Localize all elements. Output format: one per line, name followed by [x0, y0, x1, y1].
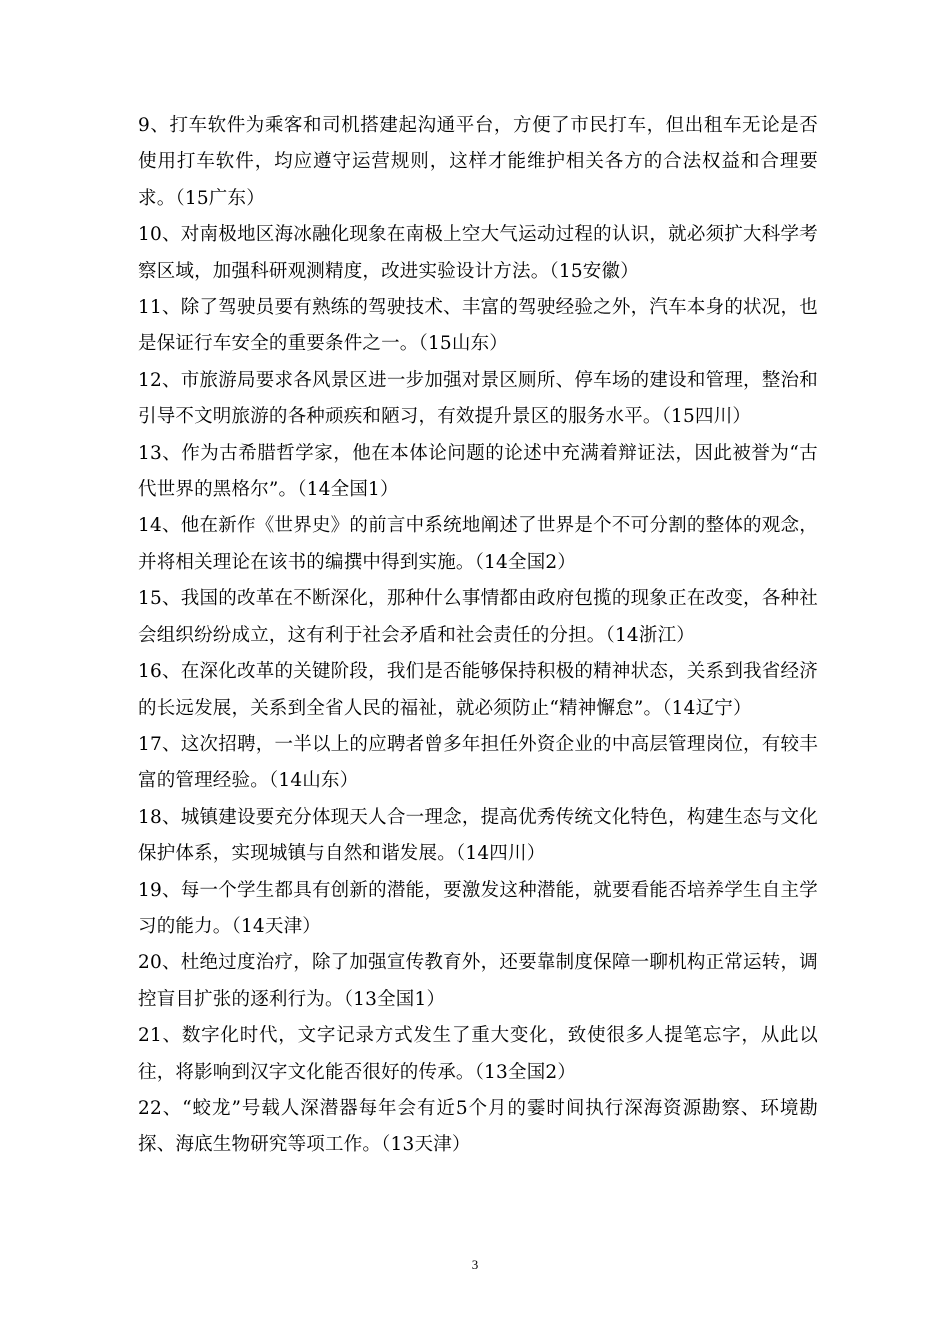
- sentence-item-21: 21、数字化时代，文字记录方式发生了重大变化，致使很多人提笔忘字，从此以往，将影响到汉字文化能否很好的传承。（13全国2）: [138, 1025, 818, 1083]
- sentence-item-13: 13、作为古希腊哲学家，他在本体论问题的论述中充满着辩证法，因此被誉为“古代世界的黑格尔”。（14全国1）: [138, 442, 818, 501]
- sentence-item-19: 19、每一个学生都具有创新的潜能，要激发这种潜能，就要看能否培养学生自主学习的能力。（14天津）: [138, 879, 818, 937]
- sentence-item-16: 16、在深化改革的关键阶段，我们是否能够保持积极的精神状态，关系到我省经济的长远发展，关系到全省人民的福祉，就必须防止“精神懈怠”。（14辽宁）: [138, 661, 818, 719]
- sentence-item-20: 20、杜绝过度治疗，除了加强宣传教育外，还要靠制度保障一聊机构正常运转，调控盲目扩张的逐利行为。（13全国1）: [138, 952, 818, 1010]
- sentence-item-15: 15、我国的改革在不断深化，那种什么事情都由政府包揽的现象正在改变，各种社会组织纷纷成立，这有利于社会矛盾和社会责任的分担。（14浙江）: [138, 588, 818, 646]
- sentence-item-18: 18、城镇建设要充分体现天人合一理念，提高优秀传统文化特色，构建生态与文化保护体系，实现城镇与自然和谐发展。（14四川）: [138, 806, 818, 865]
- sentence-item-14: 14、他在新作《世界史》的前言中系统地阐述了世界是个不可分割的整体的观念，并将相关理论在该书的编撰中得到实施。（14全国2）: [138, 515, 818, 573]
- sentence-list: [138, 108, 818, 1164]
- sentence-item-22: 22、“蛟龙”号载人深潜器每年会有近5个月的霎时间执行深海资源勘察、环境勘探、海底生物研究等项工作。（13天津）: [138, 1097, 818, 1156]
- sentence-item-10: 10、对南极地区海冰融化现象在南极上空大气运动过程的认识，就必须扩大科学考察区域，加强科研观测精度，改进实验设计方法。（15安徽）: [138, 224, 818, 282]
- page-number: 3: [471, 1257, 479, 1272]
- sentence-item-17: 17、这次招聘，一半以上的应聘者曾多年担任外资企业的中高层管理岗位，有较丰富的管理经验。（14山东）: [138, 733, 818, 792]
- sentence-item-9: 9、打车软件为乘客和司机搭建起沟通平台，方便了市民打车，但出租车无论是否使用打车软件，均应遵守运营规则，这样才能维护相关各方的合法权益和合理要求。（15广东）: [138, 115, 818, 209]
- sentence-item-12: 12、市旅游局要求各风景区进一步加强对景区厕所、停车场的建设和管理，整治和引导不文明旅游的各种顽疾和陋习，有效提升景区的服务水平。（15四川）: [138, 369, 818, 428]
- sentence-item-11: 11、除了驾驶员要有熟练的驾驶技术、丰富的驾驶经验之外，汽车本身的状况，也是保证行车安全的重要条件之一。（15山东）: [138, 297, 818, 355]
